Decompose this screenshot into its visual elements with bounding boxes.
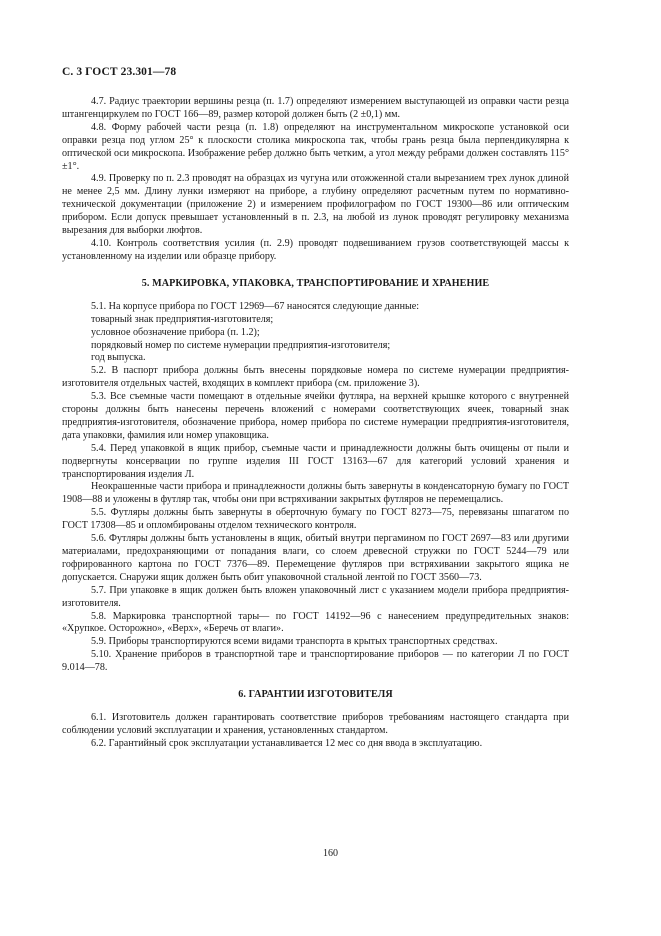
paragraph-5-3: 5.3. Все съемные части помещают в отдельные ячейки футляра, на верхней крышке которого с внутренней стороны должны быть нанесены перечень вложений с номерами соответствующих ячеек, товарный знак предприятия-изготовителя, обозначение прибора, номер прибора по системе нумерации предприятия-изготовителя, дата упаковки, фамилия или номер упаковщика. [62, 391, 569, 441]
list-item-designation: условное обозначение прибора (п. 1.2); [91, 326, 260, 338]
paragraph-5-8: 5.8. Маркировка транспортной тары— по ГОСТ 14192—96 с нанесением предупредительных знаков: «Хрупкое. Осторожно», «Верх», «Беречь от влаги». [62, 610, 569, 635]
paragraph-6-1: 6.1. Изготовитель должен гарантировать соответствие приборов требованиям настоящего стандарта при соблюдении условий эксплуатации и хранения, установленных стандартом. [62, 712, 569, 736]
paragraph-5-10: 5.10. Хранение приборов в транспортной таре и транспортирование приборов — по категории Л по ГОСТ 9.014—78. [62, 649, 569, 674]
paragraph-4-10: 4.10. Контроль соответствия усилия (п. 2.9) проводят подвешиванием грузов соответствующей массы к установленному на изделии или образце прибору. [62, 237, 569, 262]
paragraph-5-5: 5.5. Футляры должны быть завернуты в оберточную бумагу по ГОСТ 8273—75, перевязаны шпагатом по ГОСТ 17308—85 и опломбированы отделом технического контроля. [62, 507, 569, 532]
paragraph-6-2: 6.2. Гарантийный срок эксплуатации устанавливается 12 мес со дня ввода в эксплуатацию. [91, 737, 483, 749]
paragraph-4-7: 4.7. Радиус траектории вершины резца (п. 1.7) определяют измерением выступающей из оправки части резца штангенциркулем по ГОСТ 166—89, размер которой должен быть (2 ±0,1) мм. [62, 96, 569, 120]
page-header: С. 3 ГОСТ 23.301—78 [62, 66, 177, 78]
page-number: 160 [323, 848, 338, 859]
paragraph-5-6: 5.6. Футляры должны быть установлены в ящик, обитый внутри пергамином по ГОСТ 2697—83 или другими материалами, предохраняющими от попадания влаги, со слоем древесной стружки по ГОСТ 5244—79 или гофрированного картона по ГОСТ 7376—89. Перемещение футляров при встряхивании закрытого ящика не допускается. Снаружи ящик должен быть обит упаковочной стальной лентой по ГОСТ 3560—73. [62, 533, 569, 583]
paragraph-5-9: 5.9. Приборы транспортируются всеми видами транспорта в крытых транспортных средствах. [91, 636, 498, 648]
list-item-trademark: товарный знак предприятия-изготовителя; [91, 313, 274, 325]
section-4-continued [62, 96, 569, 264]
section-6 [62, 712, 569, 751]
paragraph-4-8: 4.8. Форму рабочей части резца (п. 1.8) определяют на инструментальном микроскопе установкой оси оправки резца под углом 25° к плоскости столика микроскопа так, чтобы грань резца была перпендикулярна к оптической оси микроскопа. Изображение ребер должно быть четким, а угол между ребрами должен составлять 115°±1°. [62, 121, 569, 172]
list-item-year: год выпуска. [91, 352, 146, 364]
section-heading-5: 5. МАРКИРОВКА, УПАКОВКА, ТРАНСПОРТИРОВАНИЕ И ХРАНЕНИЕ [141, 277, 490, 289]
section-5 [62, 301, 569, 675]
paragraph-5-1: 5.1. На корпусе прибора по ГОСТ 12969—67 наносятся следующие данные: [91, 300, 420, 312]
paragraph-4-9: 4.9. Проверку по п. 2.3 проводят на образцах из чугуна или отожженной стали вырезанием трех лунок длиной не менее 2,5 мм. Длину лунки измеряют на приборе, а глубину определяют расчетным путем по нормативно-технической документации (приложение 2) и измерением профилографом по ГОСТ 19300—86 или оптическим прибором. Если допуск превышает установленный в п. 2.3, на любой из лунок проводят регулировку механизма вырезания для выборки люфтов. [62, 173, 569, 237]
paragraph-5-7: 5.7. При упаковке в ящик должен быть вложен упаковочный лист с указанием модели прибора предприятия-изготовителя. [62, 584, 569, 609]
paragraph-5-4-unpainted: Неокрашенные части прибора и принадлежности должны быть завернуты в конденсаторную бумагу по ГОСТ 1908—88 и уложены в футляр так, чтобы они при встряхивании закрытых футляров не перемещались. [62, 481, 569, 506]
paragraph-5-4: 5.4. Перед упаковкой в ящик прибор, съемные части и принадлежности должны быть очищены от пыли и подвергнуты консервации по группе изделия III ГОСТ 13163—67 для категорий условий хранения и транспортирования изделия Л. [62, 442, 569, 480]
section-heading-6: 6. ГАРАНТИИ ИЗГОТОВИТЕЛЯ [238, 689, 393, 701]
list-item-serial-number: порядковый номер по системе нумерации предприятия-изготовителя; [91, 339, 391, 351]
paragraph-5-2: 5.2. В паспорт прибора должны быть внесены порядковые номера по системе нумерации предприятия-изготовителя отдельных частей, входящих в комплект прибора (см. приложение 3). [62, 365, 569, 390]
